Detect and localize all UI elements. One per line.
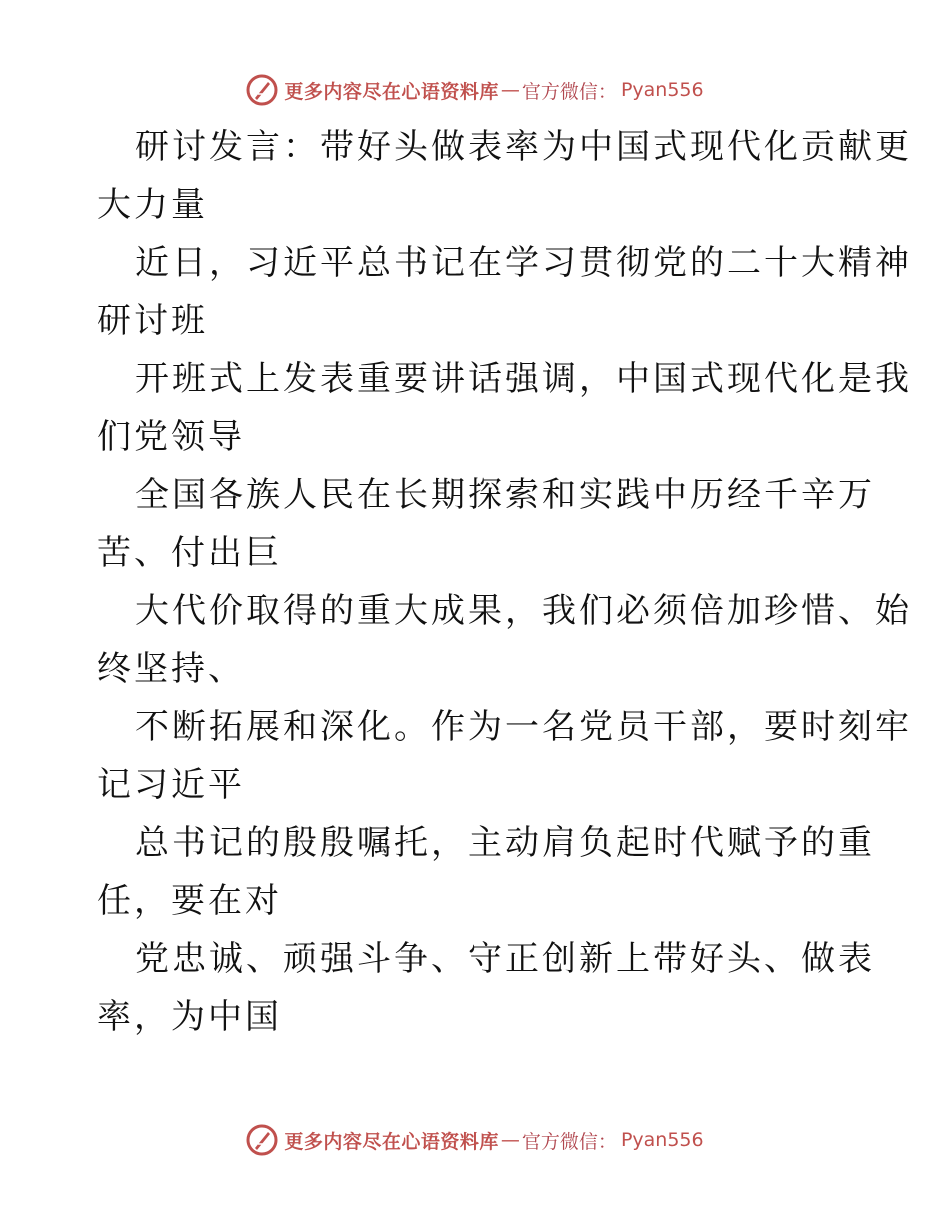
banner-wechat-label: 官方微信：: [521, 80, 617, 103]
banner-dash: —: [500, 79, 520, 101]
document-line: 研讨班: [97, 301, 208, 341]
banner-wechat-id: Pyan556: [620, 79, 704, 101]
document-line: 全国各族人民在长期探索和实践中历经千辛万: [135, 475, 875, 515]
document-line: 研讨发言：带好头做表率为中国式现代化贡献更: [135, 127, 912, 167]
document-line: 记习近平: [97, 765, 245, 805]
header-banner: [0, 70, 950, 110]
document-line: 们党领导: [97, 417, 245, 457]
banner-dash: —: [500, 1129, 520, 1151]
document-body: [97, 118, 912, 1046]
document-line: 总书记的殷殷嘱托，主动肩负起时代赋予的重: [135, 823, 875, 863]
document-line: 苦、付出巨: [97, 533, 282, 573]
document-line: 率，为中国: [97, 997, 282, 1037]
banner-wechat-id: Pyan556: [620, 1129, 704, 1151]
document-line: 党忠诚、顽强斗争、守正创新上带好头、做表: [135, 939, 875, 979]
document-line: 近日，习近平总书记在学习贯彻党的二十大精神: [135, 243, 912, 283]
document-line: 大力量: [97, 185, 208, 225]
document-line: 开班式上发表重要讲话强调，中国式现代化是我: [135, 359, 912, 399]
document-line: 不断拓展和深化。作为一名党员干部，要时刻牢: [135, 707, 912, 747]
banner-text: 更多内容尽在心语资料库: [284, 1130, 499, 1153]
document-line: 大代价取得的重大成果，我们必须倍加珍惜、始: [135, 591, 912, 631]
banner-wechat-label: 官方微信：: [521, 1130, 617, 1153]
banner-text: 更多内容尽在心语资料库: [284, 80, 499, 103]
quill-logo-icon: [246, 1124, 278, 1156]
quill-logo-icon: [246, 74, 278, 106]
footer-banner: [0, 1120, 950, 1160]
document-line: 终坚持、: [97, 649, 245, 689]
document-line: 任，要在对: [97, 881, 282, 921]
